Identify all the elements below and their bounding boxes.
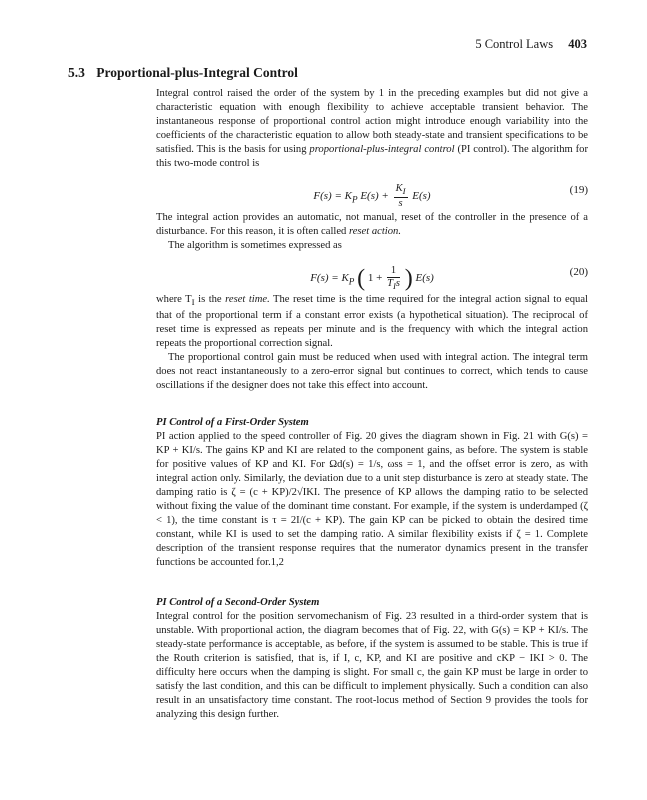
- eq20-paren-open: (: [357, 265, 366, 292]
- subsection-text-second-order: Integral control for the position servomechanism of Fig. 23 resulted in a third-order system that is unstable. With proportional action, the diagram becomes that of Fig. 22, with G(s) = KP + KI/s. The steady-state performance is acceptable, as before, if the system is assumed to be stable. This is true if the Routh criterion is satisfied, that is, if I, c, KP, and KI are positive and cKP − IKI > 0. The difficulty here occurs when the damping is slight. For small c, the gain KP must be large in order to satisfy the last condition, and this can be difficult to implement physically. Such a condition can also result in an unsatisfactory time constant. The root-locus method of Section 9 provides the tools for analyzing this design further.: [156, 611, 588, 720]
- equation-20: [156, 253, 588, 293]
- para3-pre: where T: [156, 294, 192, 305]
- eq20-frac-den-s: s: [395, 278, 400, 289]
- section-heading: [68, 65, 298, 81]
- body-text-top: [156, 87, 588, 393]
- eq19-mid: E(s) +: [360, 190, 389, 203]
- eq20-fraction: [387, 265, 400, 292]
- eq20-frac-den: T: [387, 278, 393, 289]
- chapter-title: 5 Control Laws: [475, 37, 554, 51]
- paragraph-intro: [156, 87, 588, 171]
- eq19-fraction: [394, 183, 408, 210]
- eq19-frac-den: s: [398, 198, 403, 210]
- running-header: [475, 37, 587, 52]
- para1-term: proportional-plus-integral control: [309, 144, 455, 155]
- section-number: 5.3: [68, 65, 85, 80]
- subsection-text-first-order: PI action applied to the speed controller of Fig. 20 gives the diagram shown in Fig. 21 with G(s) = KP + KI/s. The gains KP and KI are related to the component gains, as before. The system is stable for positive values of KP and KI. For Ωd(s) = 1/s, ωss = 1, and the offset error is zero, as with integral action only. Similarly, the deviation due to a unit step disturbance is zero at steady state. The damping ratio is ζ = (c + KP)/2√IKI. The presence of KP allows the damping ratio to be selected without fixing the value of the dominant time constant. For example, if the system is underdamped (ζ < 1), the time constant is τ = 2I/(c + KP). The gain KP can be picked to obtain the desired time constant, while KI is used to set the damping ratio. A similar flexibility exists if ζ = 1. Complete description of the transient response requires that the numerator dynamics present in the transfer functions be accounted for.1,2: [156, 431, 588, 568]
- para3-sub: I: [191, 297, 195, 308]
- paragraph-algorithm-intro: The algorithm is sometimes expressed as: [168, 240, 342, 251]
- para3-post: The reset time is the time required for the integral action signal to equal that of the proportional term if a constant error exists (a hypothetical situation). The reciprocal of reset time is expressed as repeats per minute and is the frequency with which the integral action repeats the proportional correction signal.: [156, 294, 588, 350]
- equation-19: [156, 171, 588, 211]
- paragraph-reset-time: [156, 293, 588, 351]
- para3-mid: is the: [194, 294, 226, 305]
- eq19-frac-num: K: [395, 183, 403, 194]
- page-number: 403: [568, 37, 587, 51]
- para3-term: reset time.: [225, 294, 270, 305]
- eq19-sub: P: [351, 194, 358, 205]
- eq20-rhs: E(s): [415, 272, 434, 285]
- eq20-lhs: F(s) = K: [310, 272, 349, 285]
- para2-term: reset action.: [349, 226, 401, 237]
- para2-pre: The integral action provides an automatic, not manual, reset of the controller in the presence of a disturbance. For this reason, it is often called: [156, 212, 588, 237]
- subsection-title-first-order: PI Control of a First-Order System: [156, 417, 309, 428]
- subsection-second-order: [156, 596, 588, 722]
- eq19-lhs: F(s) = K: [313, 190, 352, 203]
- para1-post: (PI control). The algorithm for this two-mode control is: [156, 144, 588, 169]
- equation-number-19: (19): [569, 184, 588, 196]
- eq20-frac-num: 1: [387, 265, 400, 278]
- para1-pre: Integral control raised the order of the system by 1 in the preceding examples but did not give a characteristic equation with enough flexibility to achieve acceptable transient behavior. The instantaneous response of proportional control action might introduce enough variability into the coefficients of the characteristic equation to allow both steady-state and transient specifications to be satisfied. This is the basis for using: [156, 88, 588, 155]
- eq19-frac-num-sub: I: [402, 186, 406, 197]
- eq20-sub: P: [348, 276, 355, 287]
- eq20-frac-den-sub: I: [392, 281, 396, 292]
- section-title: Proportional-plus-Integral Control: [96, 65, 298, 80]
- subsection-first-order: [156, 416, 588, 570]
- equation-number-20: (20): [569, 266, 588, 278]
- eq19-rhs: E(s): [412, 190, 431, 203]
- paragraph-gain: The proportional control gain must be reduced when used with integral action. The integral term does not react instantaneously to a zero-error signal but continues to correct, which tends to cause oscillations if the designer does not take this effect into account.: [156, 352, 588, 392]
- eq20-one: 1 +: [367, 272, 383, 285]
- subsection-title-second-order: PI Control of a Second-Order System: [156, 597, 320, 608]
- eq20-paren-close: ): [404, 265, 413, 292]
- paragraph-reset-action: [156, 211, 588, 239]
